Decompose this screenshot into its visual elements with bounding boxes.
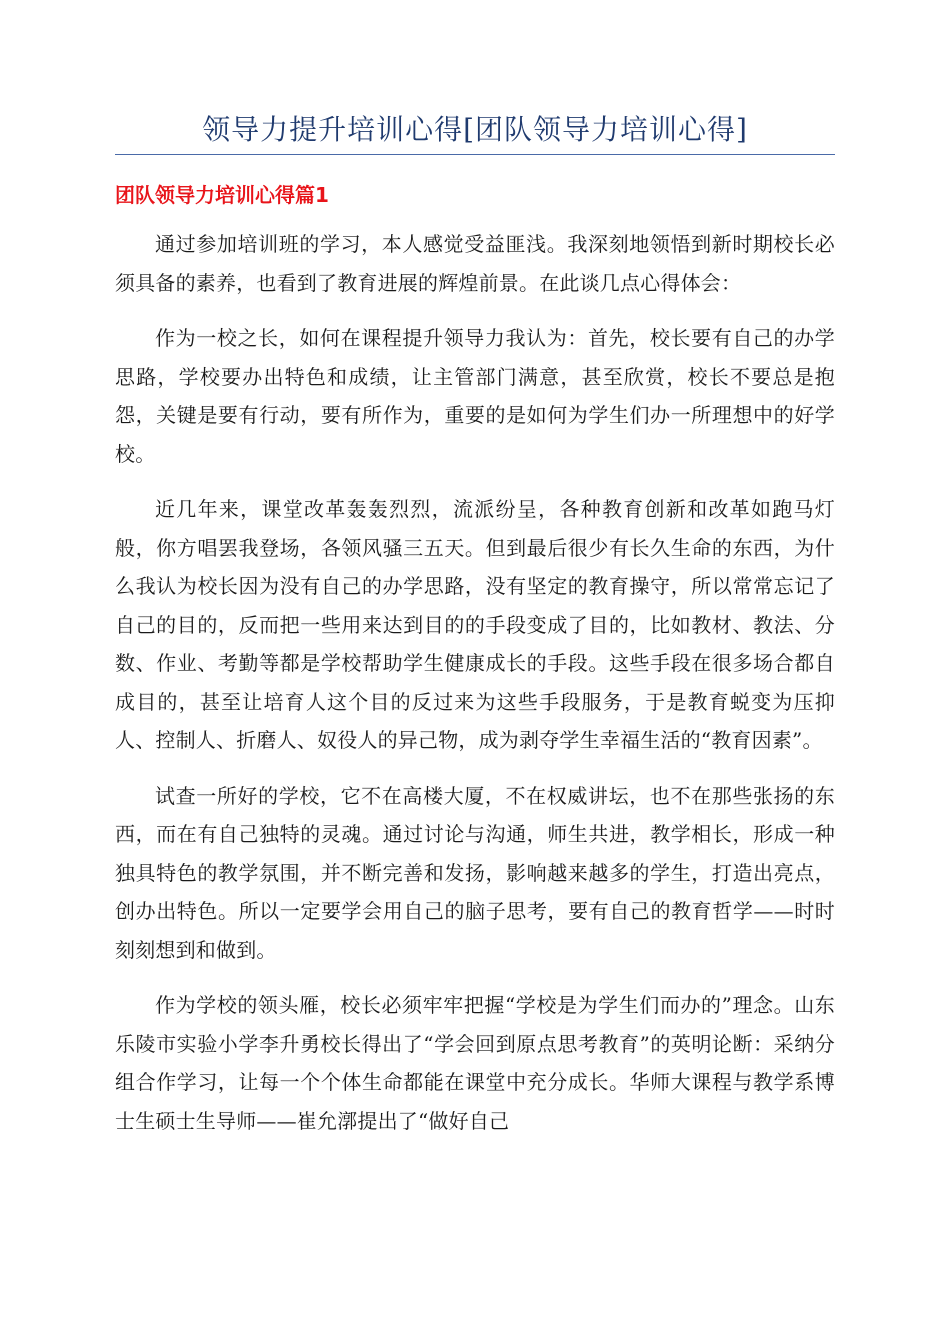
paragraph-5: 作为学校的领头雁，校长必须牢牢把握“学校是为学生们而办的”理念。山东乐陵市实验小学李升勇校长得出了“学会回到原点思考教育”的英明论断：采纳分组合作学习，让每一个个体生命都能在课堂中充分成长。华师大课程与教学系博士生硕士生导师——崔允漷提出了“做好自己 xyxy=(115,993,835,1133)
document-title: 领导力提升培训心得[团队领导力培训心得] xyxy=(202,113,748,146)
paragraph-3: 近几年来，课堂改革轰轰烈烈，流派纷呈，各种教育创新和改革如跑马灯般，你方唱罢我登场，各领风骚三五天。但到最后很少有长久生命的东西，为什么我认为校长因为没有自己的办学思路，没有坚定的教育操守，所以常常忘记了自己的目的，反而把一些用来达到目的的手段变成了目的，比如教材、教法、分数、作业、考勤等都是学校帮助学生健康成长的手段。这些手段在很多场合都自成目的，甚至让培育人这个目的反过来为这些手段服务，于是教育蜕变为压抑人、控制人、折磨人、奴役人的异己物，成为剥夺学生幸福生活的“教育因素”。 xyxy=(115,497,835,752)
paragraph-1: 通过参加培训班的学习，本人感觉受益匪浅。我深刻地领悟到新时期校长必须具备的素养，也看到了教育进展的辉煌前景。在此谈几点心得体会： xyxy=(115,232,835,295)
title-underline xyxy=(115,154,835,155)
paragraph-4: 试查一所好的学校，它不在高楼大厦，不在权威讲坛，也不在那些张扬的东西，而在有自己独特的灵魂。通过讨论与沟通，师生共进，教学相长，形成一种独具特色的教学氛围，并不断完善和发扬，影响越来越多的学生，打造出亮点，创办出特色。所以一定要学会用自己的脑子思考，要有自己的教育哲学——时时刻刻想到和做到。 xyxy=(115,783,835,962)
paragraph-2: 作为一校之长，如何在课程提升领导力我认为：首先，校长要有自己的办学思路，学校要办出特色和成绩，让主管部门满意，甚至欣赏，校长不要总是抱怨，关键是要有行动，要有所作为，重要的是如何为学生们办一所理想中的好学校。 xyxy=(115,326,835,466)
document-page xyxy=(115,0,835,1344)
section-heading: 团队领导力培训心得篇1 xyxy=(115,183,329,207)
